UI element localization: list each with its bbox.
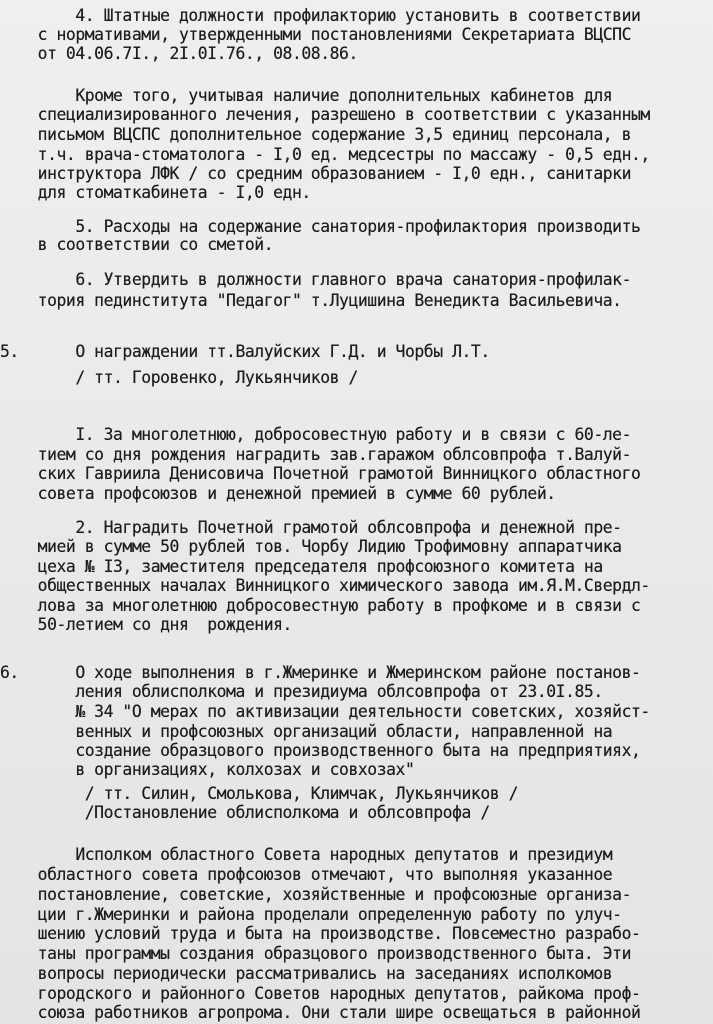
paragraph-additional-line-4: т.ч. врача-стоматолога - I,0 ед. медсестры по массажу - 0,5 едн.,: [0, 145, 650, 164]
paragraph-additional-line-6: для стоматкабинета - I,0 едн.: [0, 183, 311, 202]
section-6-heading-line-2: ления облисполкома и президиума облсовпрофа от 23.0I.85.: [0, 682, 603, 701]
paragraph-additional-line-1: Кроме того, учитывая наличие дополнительных кабинетов для: [0, 86, 613, 105]
section-5-heading: 5. О награждении тт.Валуйских Г.Д. и Чорбы Л.Т.: [0, 342, 490, 361]
award-2-line-2: мией в сумме 50 рублей тов. Чорбу Лидию Трофимовну аппаратчика: [0, 537, 622, 556]
paragraph-4-line-1: 4. Штатные должности профилакторию установить в соответствии: [0, 6, 641, 25]
paragraph-additional-line-3: письмом ВЦСПС дополнительное содержание 3,5 единиц персонала, в: [0, 125, 632, 144]
section-6-heading-line-5: создание образцового производственного быта на предприятиях,: [0, 741, 641, 760]
body-line-6: таны программы создания образцового производственного быта. Эти: [0, 944, 632, 963]
paragraph-additional-line-5: инструктора ЛФК / со средним образованием - I,0 едн., санитарки: [0, 164, 632, 183]
paragraph-6-line-1: 6. Утвердить в должности главного врача санатория-профилак-: [0, 270, 632, 289]
award-1-line-1: I. За многолетнюю, добросовестную работу и в связи с 60-ле-: [0, 425, 632, 444]
paragraph-additional-line-2: специализированного лечения, разрешено в соответствии с указанным: [0, 105, 650, 124]
section-6-speakers: / тт. Силин, Смолькова, Климчак, Лукьянчиков /: [0, 784, 518, 803]
body-line-7: вопросы периодически рассматривались на заседаниях исполкомов: [0, 964, 613, 983]
body-line-2: областного совета профсоюзов отмечают, что выполняя указанное: [0, 865, 613, 884]
award-1-line-3: ских Гавриила Денисовича Почетной грамотой Винницкого областного: [0, 464, 641, 483]
paragraph-4-line-2: с нормативами, утвержденными постановлениями Секретариата ВЦСПС: [0, 25, 632, 44]
section-6-heading-line-1: 6. О ходе выполнения в г.Жмеринке и Жмеринском районе постанов-: [0, 663, 641, 682]
section-6-resolution-note: /Постановление облисполкома и облсовпрофа /: [0, 803, 490, 822]
section-5-speakers: / тт. Горовенко, Лукьянчиков /: [0, 368, 358, 387]
paragraph-5-line-2: в соответствии со сметой.: [0, 235, 274, 254]
body-line-9: союза работников агропрома. Они стали шире освещаться в районной: [0, 1003, 641, 1022]
section-6-heading-line-3: № 34 "О мерах по активизации деятельности советских, хозяйст-: [0, 702, 650, 721]
award-1-line-2: тием со дня рождения наградить зав.гаражом облсовпрофа т.Валуй-: [0, 445, 632, 464]
body-line-1: Исполком областного Совета народных депутатов и президиум: [0, 845, 613, 864]
award-2-line-5: лова за многолетнюю добросовестную работу в профкоме и в связи с: [0, 596, 641, 615]
award-2-line-1: 2. Наградить Почетной грамотой облсовпрофа и денежной пре-: [0, 518, 622, 537]
body-line-3: постановление, советские, хозяйственные и профсоюзные организа-: [0, 885, 632, 904]
award-2-line-6: 50-летием со дня рождения.: [0, 615, 292, 634]
body-line-5: шению условий труда и быта на производстве. Повсеместно разрабо-: [0, 924, 641, 943]
section-6-heading-line-4: венных и профсоюзных организаций области, направленной на: [0, 722, 613, 741]
award-2-line-4: общественных началах Винницкого химического завода им.Я.М.Свердл-: [0, 576, 650, 595]
body-line-8: городского и районного Советов народных депутатов, райкома проф-: [0, 984, 641, 1003]
section-6-heading-line-6: в организациях, колхозах и совхозах": [0, 760, 415, 779]
award-2-line-3: цеха № I3, заместителя председателя профсоюзного комитета на: [0, 557, 603, 576]
paragraph-6-line-2: тория пединститута "Педагог" т.Луцишина Венедикта Васильевича.: [0, 291, 622, 310]
body-line-4: ции г.Жмеринки и района проделали определенную работу по улуч-: [0, 905, 622, 924]
award-1-line-4: совета профсоюзов и денежной премией в сумме 60 рублей.: [0, 484, 556, 503]
paragraph-4-line-3: от 04.06.7I., 2I.0I.76., 08.08.86.: [0, 44, 358, 63]
paragraph-5-line-1: 5. Расходы на содержание санатория-профилактория производить: [0, 217, 641, 236]
